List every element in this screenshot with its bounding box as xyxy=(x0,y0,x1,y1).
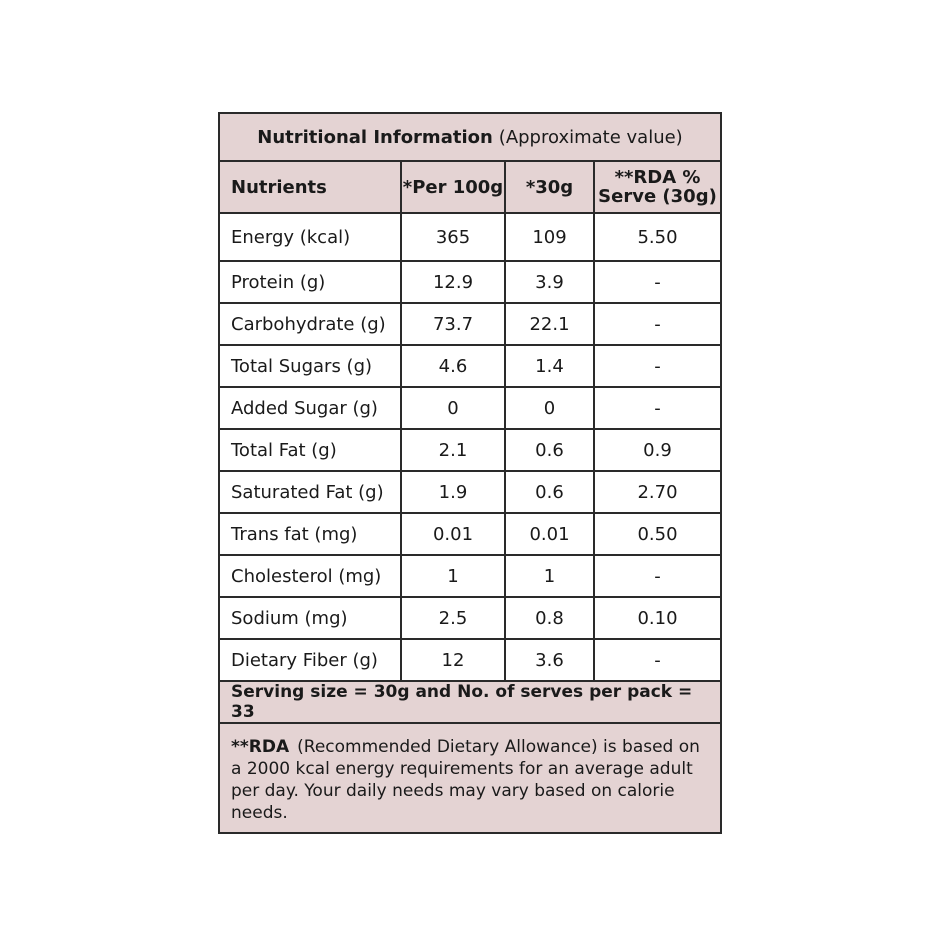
header-per-30g: *30g xyxy=(505,162,594,213)
value-per-30g: 3.6 xyxy=(505,639,594,681)
nutrient-name: Trans fat (mg) xyxy=(220,513,401,555)
value-per-30g: 3.9 xyxy=(505,261,594,303)
value-per-100g: 4.6 xyxy=(401,345,505,387)
nutrient-name: Protein (g) xyxy=(220,261,401,303)
nutrient-name: Sodium (mg) xyxy=(220,597,401,639)
header-nutrients: Nutrients xyxy=(220,162,401,213)
table-header-row xyxy=(220,162,720,213)
table-row xyxy=(220,597,720,639)
value-per-100g: 0.01 xyxy=(401,513,505,555)
value-per-30g: 0.01 xyxy=(505,513,594,555)
nutrient-name: Dietary Fiber (g) xyxy=(220,639,401,681)
table-row xyxy=(220,555,720,597)
value-rda-percent: 0.9 xyxy=(594,429,720,471)
value-per-100g: 365 xyxy=(401,213,505,261)
value-per-30g: 22.1 xyxy=(505,303,594,345)
nutrient-name: Cholesterol (mg) xyxy=(220,555,401,597)
value-rda-percent: - xyxy=(594,639,720,681)
title-note: (Approximate value) xyxy=(498,126,683,148)
rda-footnote xyxy=(220,724,720,832)
table-row xyxy=(220,345,720,387)
value-per-30g: 1 xyxy=(505,555,594,597)
value-rda-percent: 0.10 xyxy=(594,597,720,639)
header-per-100g: *Per 100g xyxy=(401,162,505,213)
nutrient-name: Carbohydrate (g) xyxy=(220,303,401,345)
nutrition-label xyxy=(218,112,722,834)
value-per-30g: 0.8 xyxy=(505,597,594,639)
nutrition-rows xyxy=(220,213,720,681)
value-per-100g: 12 xyxy=(401,639,505,681)
table-row xyxy=(220,513,720,555)
value-rda-percent: - xyxy=(594,555,720,597)
value-per-100g: 73.7 xyxy=(401,303,505,345)
table-row xyxy=(220,261,720,303)
nutrient-name: Energy (kcal) xyxy=(220,213,401,261)
value-rda-percent: - xyxy=(594,261,720,303)
table-row xyxy=(220,471,720,513)
nutrition-table xyxy=(220,162,720,682)
serving-size-note: Serving size = 30g and No. of serves per pack = 33 xyxy=(220,682,720,724)
table-row xyxy=(220,429,720,471)
rda-footnote-text: (Recommended Dietary Allowance) is based on a 2000 kcal energy requirements for an average adult per day. Your daily needs may vary based on calorie needs. xyxy=(231,737,700,823)
rda-footnote-label: **RDA xyxy=(231,737,290,757)
value-per-30g: 0.6 xyxy=(505,429,594,471)
header-rda-line1: **RDA % xyxy=(614,167,701,188)
table-row xyxy=(220,303,720,345)
nutrient-name: Added Sugar (g) xyxy=(220,387,401,429)
value-rda-percent: 2.70 xyxy=(594,471,720,513)
value-rda-percent: 0.50 xyxy=(594,513,720,555)
value-per-100g: 0 xyxy=(401,387,505,429)
nutrient-name: Total Sugars (g) xyxy=(220,345,401,387)
value-rda-percent: - xyxy=(594,345,720,387)
nutrient-name: Saturated Fat (g) xyxy=(220,471,401,513)
value-per-100g: 12.9 xyxy=(401,261,505,303)
value-per-100g: 2.1 xyxy=(401,429,505,471)
value-per-100g: 1.9 xyxy=(401,471,505,513)
table-row xyxy=(220,639,720,681)
value-rda-percent: 5.50 xyxy=(594,213,720,261)
value-per-30g: 0 xyxy=(505,387,594,429)
value-per-30g: 1.4 xyxy=(505,345,594,387)
header-rda xyxy=(594,162,720,213)
value-per-100g: 2.5 xyxy=(401,597,505,639)
nutrient-name: Total Fat (g) xyxy=(220,429,401,471)
value-per-30g: 0.6 xyxy=(505,471,594,513)
value-per-100g: 1 xyxy=(401,555,505,597)
title-bold: Nutritional Information xyxy=(257,126,493,148)
nutrition-title xyxy=(220,114,720,162)
value-rda-percent: - xyxy=(594,303,720,345)
header-rda-line2: Serve (30g) xyxy=(598,186,717,207)
value-rda-percent: - xyxy=(594,387,720,429)
table-row xyxy=(220,387,720,429)
table-row xyxy=(220,213,720,261)
value-per-30g: 109 xyxy=(505,213,594,261)
